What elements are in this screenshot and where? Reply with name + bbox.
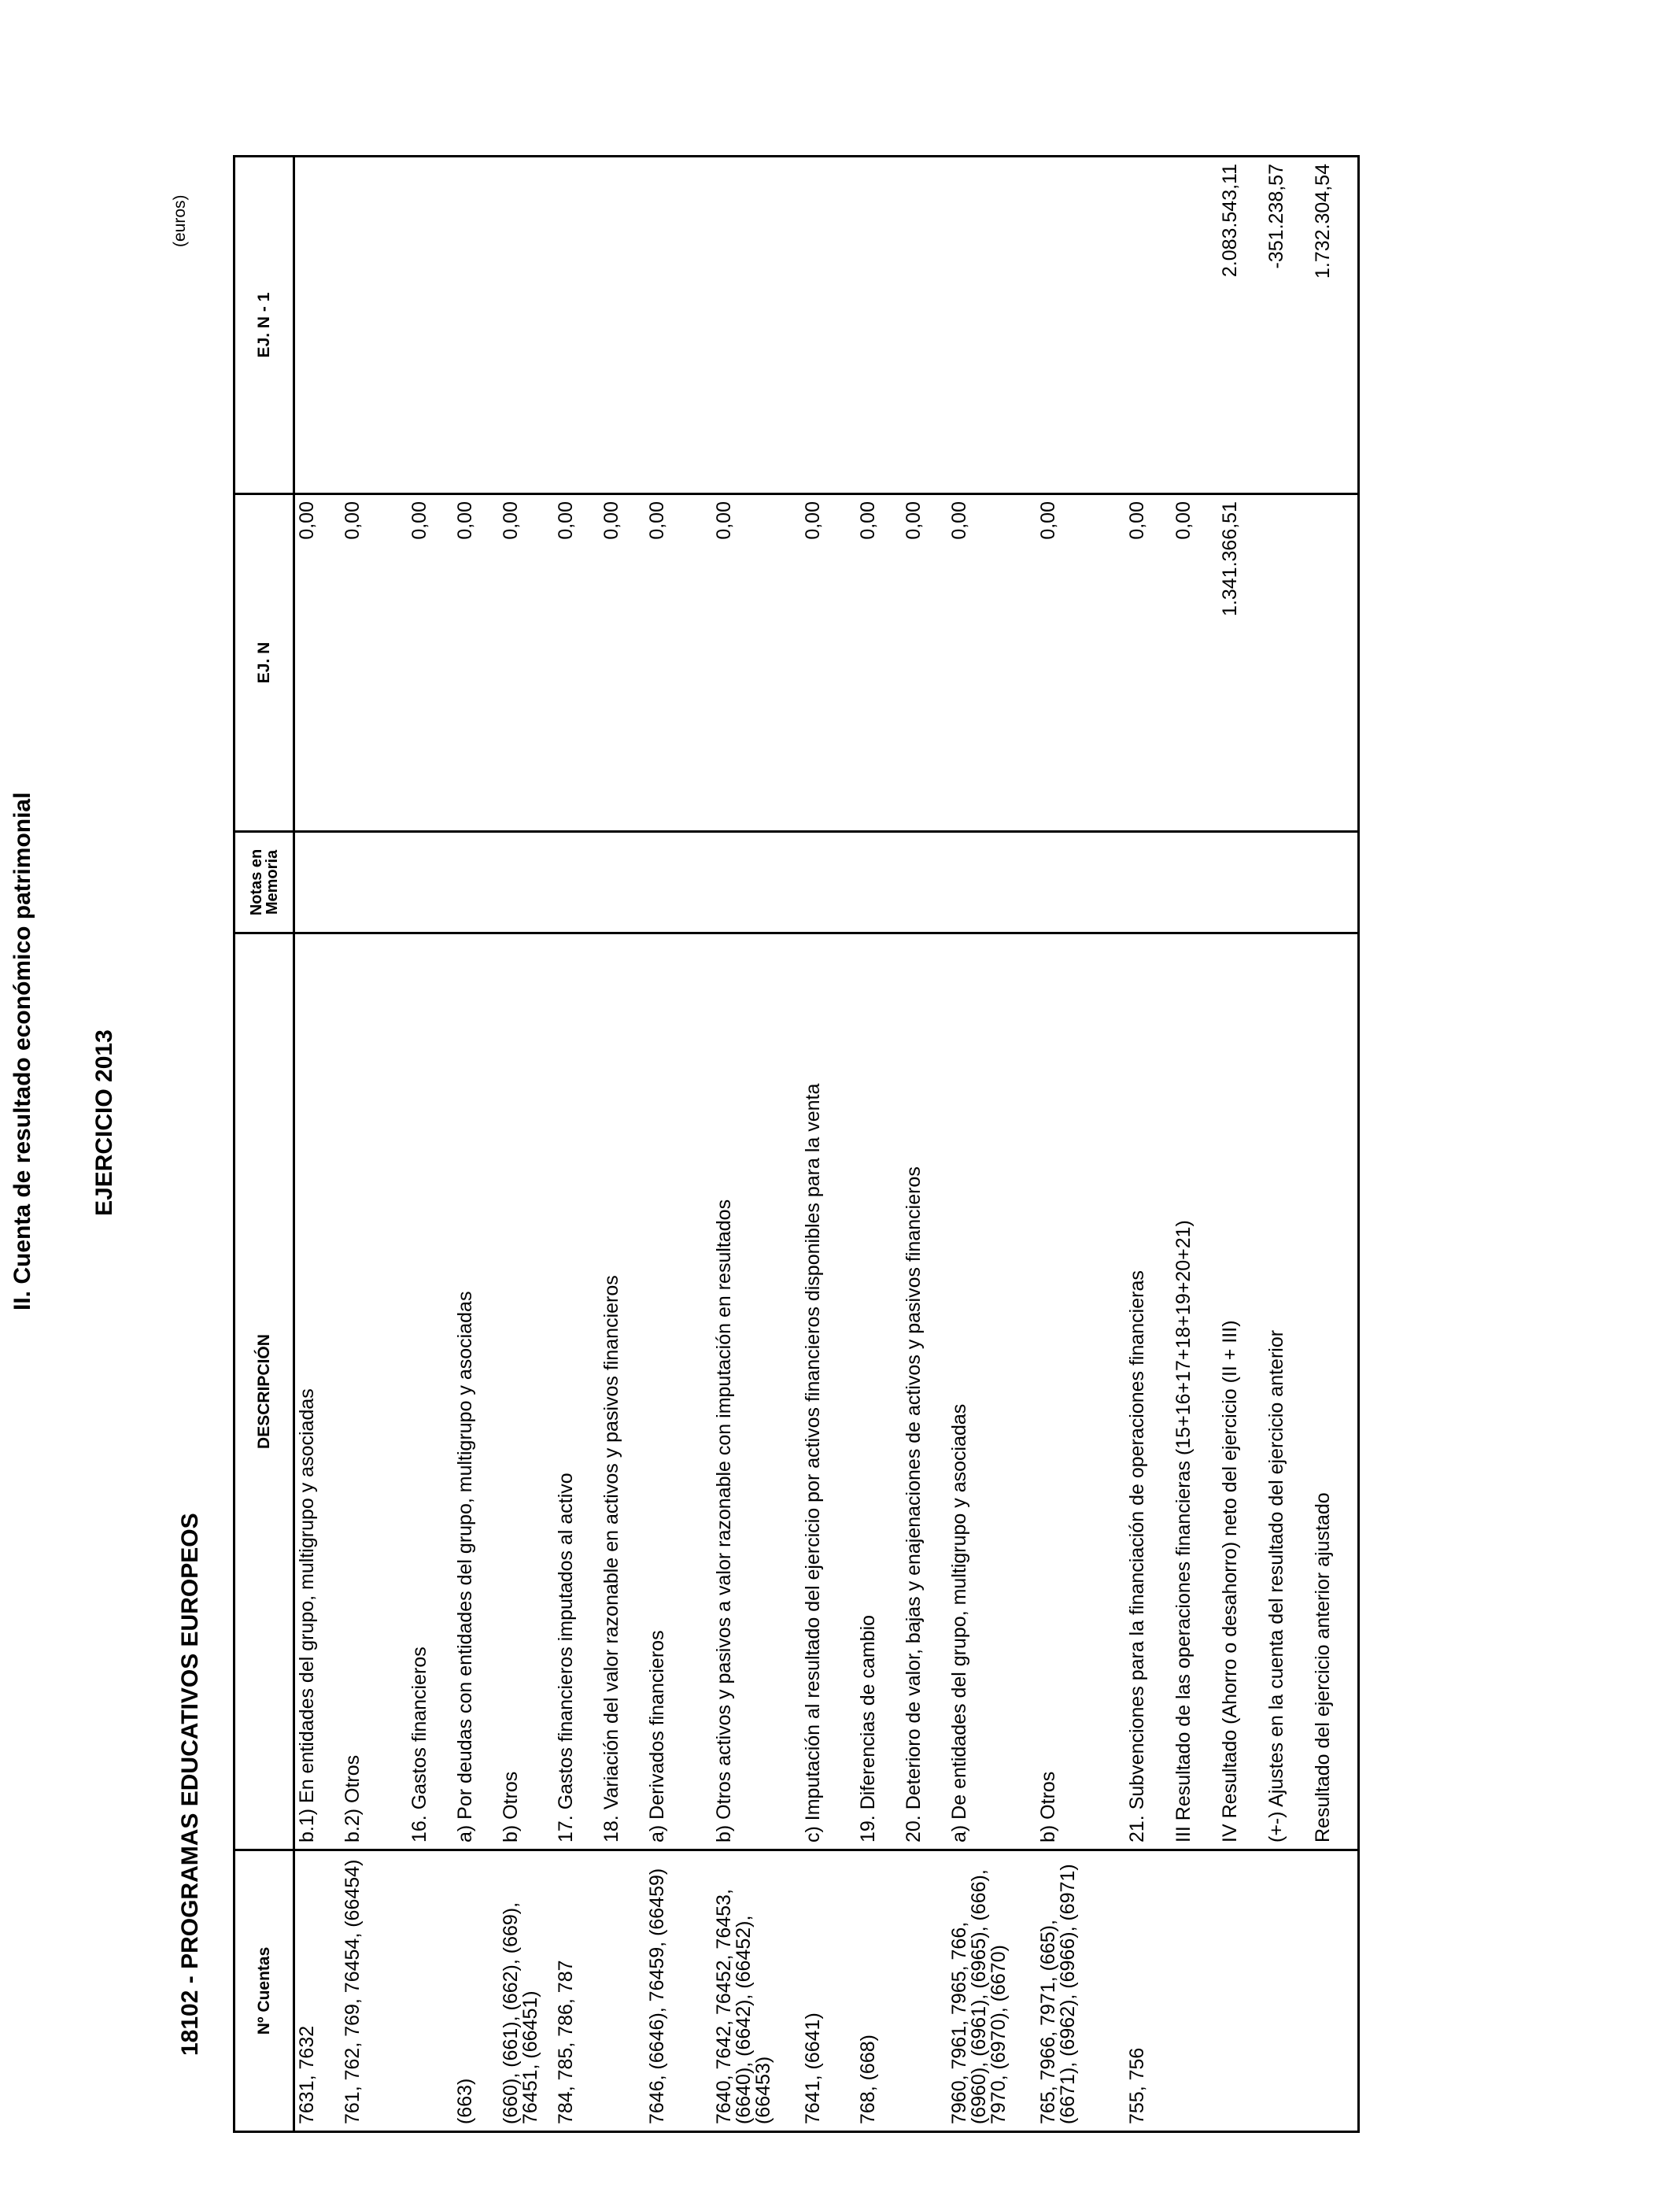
previous-year-cell (712, 157, 801, 494)
table-row (1265, 157, 1311, 2132)
column-header-current-year: EJ. N (234, 494, 294, 832)
description-cell: 16. Gastos financieros (408, 933, 453, 1850)
notes-cell (554, 832, 600, 933)
accounts-cell: 7960, 7961, 7965, 766, (6960), (6961), (6965), (666), 7970, (6970), (6670) (947, 1850, 1036, 2132)
description-cell: 17. Gastos financieros imputados al activo (554, 933, 600, 1850)
table-row (947, 157, 1036, 2132)
notes-cell (1125, 832, 1172, 933)
previous-year-cell (902, 157, 947, 494)
table-row (453, 157, 499, 2132)
accounts-cell: 755, 756 (1125, 1850, 1172, 2132)
current-year-cell: 0,00 (801, 494, 856, 832)
accounts-cell: 7646, (6646), 76459, (66459) (645, 1850, 712, 2132)
previous-year-cell (600, 157, 645, 494)
accounts-cell (1172, 1850, 1218, 2132)
description-cell: (+-) Ajustes en la cuenta del resultado del ejercicio anterior (1265, 933, 1311, 1850)
accounts-cell: 784, 785, 786, 787 (554, 1850, 600, 2132)
description-cell: 20. Deterioro de valor, bajas y enajenaciones de activos y pasivos financieros (902, 933, 947, 1850)
previous-year-cell (408, 157, 453, 494)
notes-cell (600, 832, 645, 933)
previous-year-cell: 1.732.304,54 (1311, 157, 1359, 494)
current-year-cell: 0,00 (856, 494, 902, 832)
notes-cell (712, 832, 801, 933)
accounts-cell: (663) (453, 1850, 499, 2132)
description-cell: 21. Subvenciones para la financiación de operaciones financieras (1125, 933, 1172, 1850)
table-row (408, 157, 453, 2132)
notes-header-line1: Notas en (247, 848, 265, 916)
description-cell: 18. Variación del valor razonable en activos y pasivos financieros (600, 933, 645, 1850)
previous-year-cell (856, 157, 902, 494)
accounts-cell (408, 1850, 453, 2132)
description-cell: III Resultado de las operaciones financieras (15+16+17+18+19+20+21) (1172, 933, 1218, 1850)
accounts-cell: 765, 7966, 7971, (665), (6671), (6962), (6966), (6971) (1036, 1850, 1125, 2132)
table-row (1311, 157, 1359, 2132)
accounts-cell (1265, 1850, 1311, 2132)
current-year-cell: 0,00 (453, 494, 499, 832)
accounts-cell (1311, 1850, 1359, 2132)
current-year-cell (1265, 494, 1311, 832)
notes-cell (1036, 832, 1125, 933)
previous-year-cell (947, 157, 1036, 494)
current-year-cell: 0,00 (408, 494, 453, 832)
accounts-cell: 761, 762, 769, 76454, (66454) (341, 1850, 408, 2132)
accounts-cell: 7641, (6641) (801, 1850, 856, 2132)
previous-year-cell (499, 157, 554, 494)
current-year-cell: 0,00 (554, 494, 600, 832)
description-cell: c) Imputación al resultado del ejercicio por activos financieros disponibles para la venta (801, 933, 856, 1850)
notes-cell (1218, 832, 1265, 933)
currency-unit: (euros) (171, 194, 189, 247)
description-cell: b) Otros activos y pasivos a valor razonable con imputación en resultados (712, 933, 801, 1850)
accounts-cell: 7631, 7632 (294, 1850, 342, 2132)
exercise-year: EJERCICIO 2013 (91, 1029, 117, 1216)
current-year-cell: 1.341.366,51 (1218, 494, 1265, 832)
description-cell: b.2) Otros (341, 933, 408, 1850)
previous-year-cell (341, 157, 408, 494)
description-cell: b.1) En entidades del grupo, multigrupo y asociadas (294, 933, 342, 1850)
table-row (499, 157, 554, 2132)
accounts-cell: 7640, 7642, 76452, 76453, (6640), (6642), (66452), (66453) (712, 1850, 801, 2132)
current-year-cell: 0,00 (947, 494, 1036, 832)
notes-cell (453, 832, 499, 933)
table-row (600, 157, 645, 2132)
table-row (645, 157, 712, 2132)
table-row (1125, 157, 1172, 2132)
table-row (902, 157, 947, 2132)
current-year-cell: 0,00 (499, 494, 554, 832)
previous-year-cell: -351.238,57 (1265, 157, 1311, 494)
notes-cell (1172, 832, 1218, 933)
previous-year-cell (801, 157, 856, 494)
table-row (1218, 157, 1265, 2132)
column-header-accounts: Nº Cuentas (234, 1850, 294, 2132)
description-cell: Resultado del ejercicio anterior ajustado (1311, 933, 1359, 1850)
table-row (1036, 157, 1125, 2132)
description-cell: a) Derivados financieros (645, 933, 712, 1850)
notes-cell (1311, 832, 1359, 933)
notes-cell (856, 832, 902, 933)
table-row (801, 157, 856, 2132)
column-header-description: DESCRIPCIÓN (234, 933, 294, 1850)
description-cell: b) Otros (1036, 933, 1125, 1850)
column-header-previous-year: EJ. N - 1 (234, 157, 294, 494)
table-row (341, 157, 408, 2132)
entity-name: 18102 - PROGRAMAS EDUCATIVOS EUROPEOS (177, 1513, 203, 2056)
current-year-cell: 0,00 (294, 494, 342, 832)
current-year-cell: 0,00 (600, 494, 645, 832)
current-year-cell: 0,00 (1036, 494, 1125, 832)
notes-cell (801, 832, 856, 933)
notes-cell (408, 832, 453, 933)
previous-year-cell (1036, 157, 1125, 494)
description-cell: IV Resultado (Ahorro o desahorro) neto del ejercicio (II + III) (1218, 933, 1265, 1850)
column-header-notes (234, 832, 294, 933)
table-row (712, 157, 801, 2132)
current-year-cell: 0,00 (341, 494, 408, 832)
income-statement-table (233, 155, 1360, 2133)
current-year-cell: 0,00 (645, 494, 712, 832)
current-year-cell: 0,00 (712, 494, 801, 832)
table-row (1172, 157, 1218, 2132)
previous-year-cell (1125, 157, 1172, 494)
notes-cell (1265, 832, 1311, 933)
notes-cell (499, 832, 554, 933)
table-row (294, 157, 342, 2132)
notes-cell (947, 832, 1036, 933)
previous-year-cell (294, 157, 342, 494)
previous-year-cell (645, 157, 712, 494)
accounts-cell: (660), (661), (662), (669), 76451, (66451) (499, 1850, 554, 2132)
table-row (554, 157, 600, 2132)
current-year-cell (1311, 494, 1359, 832)
accounts-cell (1218, 1850, 1265, 2132)
accounts-cell: 768, (668) (856, 1850, 902, 2132)
table-header-row (234, 157, 294, 2132)
notes-cell (341, 832, 408, 933)
page-title: II. Cuenta de resultado económico patrimonial (9, 792, 35, 1310)
table-row (856, 157, 902, 2132)
previous-year-cell: 2.083.543,11 (1218, 157, 1265, 494)
description-cell: a) Por deudas con entidades del grupo, multigrupo y asociadas (453, 933, 499, 1850)
notes-cell (645, 832, 712, 933)
accounts-cell (600, 1850, 645, 2132)
description-cell: b) Otros (499, 933, 554, 1850)
notes-cell (902, 832, 947, 933)
previous-year-cell (554, 157, 600, 494)
notes-header-line2: Memoria (263, 849, 281, 915)
accounts-cell (902, 1850, 947, 2132)
current-year-cell: 0,00 (902, 494, 947, 832)
description-cell: a) De entidades del grupo, multigrupo y asociadas (947, 933, 1036, 1850)
description-cell: 19. Diferencias de cambio (856, 933, 902, 1850)
notes-cell (294, 832, 342, 933)
current-year-cell: 0,00 (1172, 494, 1218, 832)
previous-year-cell (1172, 157, 1218, 494)
current-year-cell: 0,00 (1125, 494, 1172, 832)
previous-year-cell (453, 157, 499, 494)
